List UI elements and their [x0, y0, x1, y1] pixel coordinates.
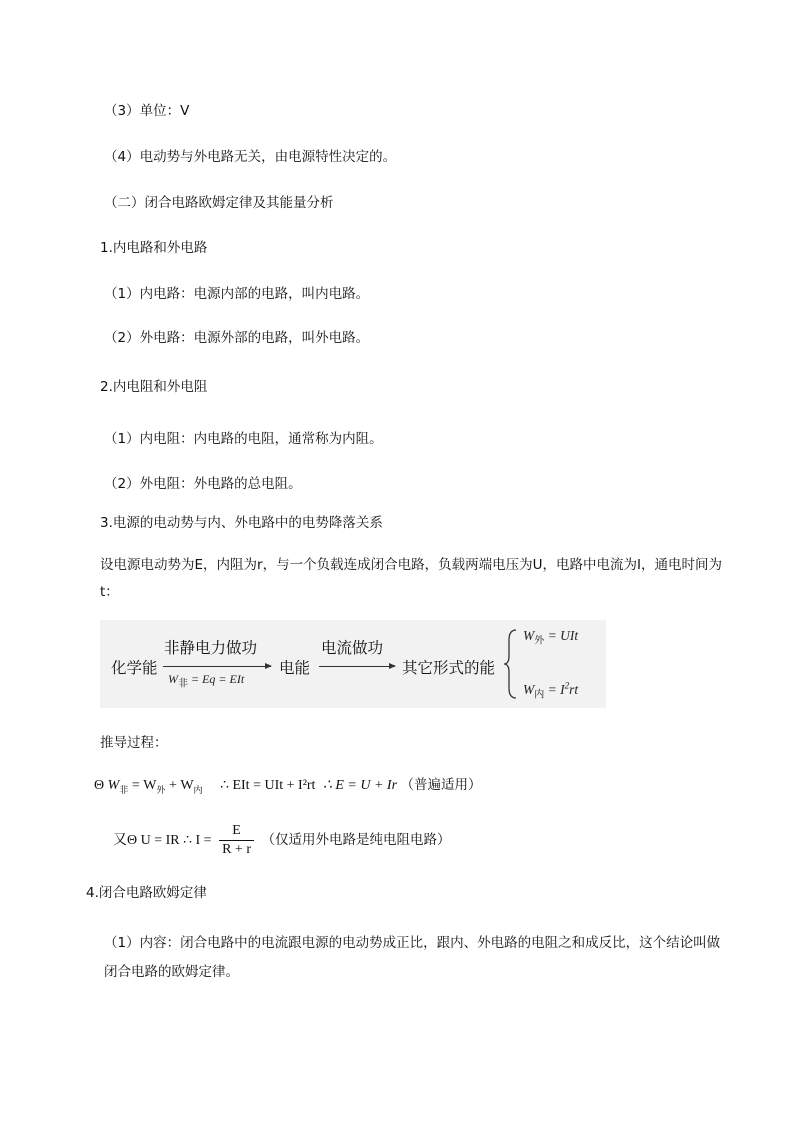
section-heading: （二）闭合电路欧姆定律及其能量分析 — [104, 195, 334, 211]
chemical-energy-label: 化学能 — [111, 659, 158, 677]
w-out-formula: $W_外$ = UIt — [523, 628, 579, 647]
unit-line: （3）单位：V — [104, 103, 190, 119]
arrow1-formula: $W_非 = Eq$ = EIt — [168, 672, 245, 690]
independence-line: （4）电动势与外电路无关，由电源特性决定的。 — [104, 149, 397, 165]
heading-3: 3.电源的电动势与内、外电路中的电势降落关系 — [100, 515, 383, 531]
outer-resistance-line: （2）外电阻：外电路的总电阻。 — [104, 476, 302, 492]
arrow-to-other — [319, 666, 395, 667]
outer-circuit-line: （2）外电路：电源外部的电路，叫外电路。 — [104, 330, 370, 346]
w-in-formula: $W_内 = I^2rt$ — [523, 680, 579, 701]
arrow-to-electric — [163, 666, 271, 667]
heading-2: 2.内电阻和外电阻 — [100, 379, 208, 395]
ohm-law-equation: 又Θ U = IR ∴ I = $\frac{E}{R + r}$ （仅适用外电路是纯电阻电路） — [113, 823, 451, 858]
energy-equation: Θ $W_非 = W_外 + W_内$ ∴ EIt = UIt + I²rt ∴ E = U + Ir （普遍适用） — [94, 777, 482, 795]
heading-1: 1.内电路和外电路 — [100, 240, 208, 256]
energy-flow-diagram — [100, 620, 606, 708]
non-electrostatic-work-label: 非静电力做功 — [164, 639, 258, 657]
current-work-label: 电流做功 — [321, 639, 384, 657]
setup-paragraph: 设电源电动势为E，内阻为r，与一个负载连成闭合电路，负载两端电压为U，电路中电流为I，通电时间为t： — [100, 557, 722, 600]
inner-circuit-line: （1）内电路：电源内部的电路，叫内电路。 — [104, 286, 370, 302]
other-energy-label: 其它形式的能 — [402, 659, 496, 677]
inner-resistance-line: （1）内电阻：内电路的电阻，通常称为内阻。 — [104, 431, 383, 447]
derivation-label: 推导过程： — [100, 735, 168, 751]
heading-4: 4.闭合电路欧姆定律 — [86, 885, 207, 901]
electric-energy-label: 电能 — [279, 659, 311, 677]
brace-icon — [502, 628, 518, 700]
fraction: $\frac{E}{R + r}$ — [219, 822, 254, 859]
content-paragraph: （1）内容：闭合电路中的电流跟电源的电动势成正比，跟内、外电路的电阻之和成反比，这个结论叫做闭合电路的欧姆定律。 — [104, 935, 721, 980]
